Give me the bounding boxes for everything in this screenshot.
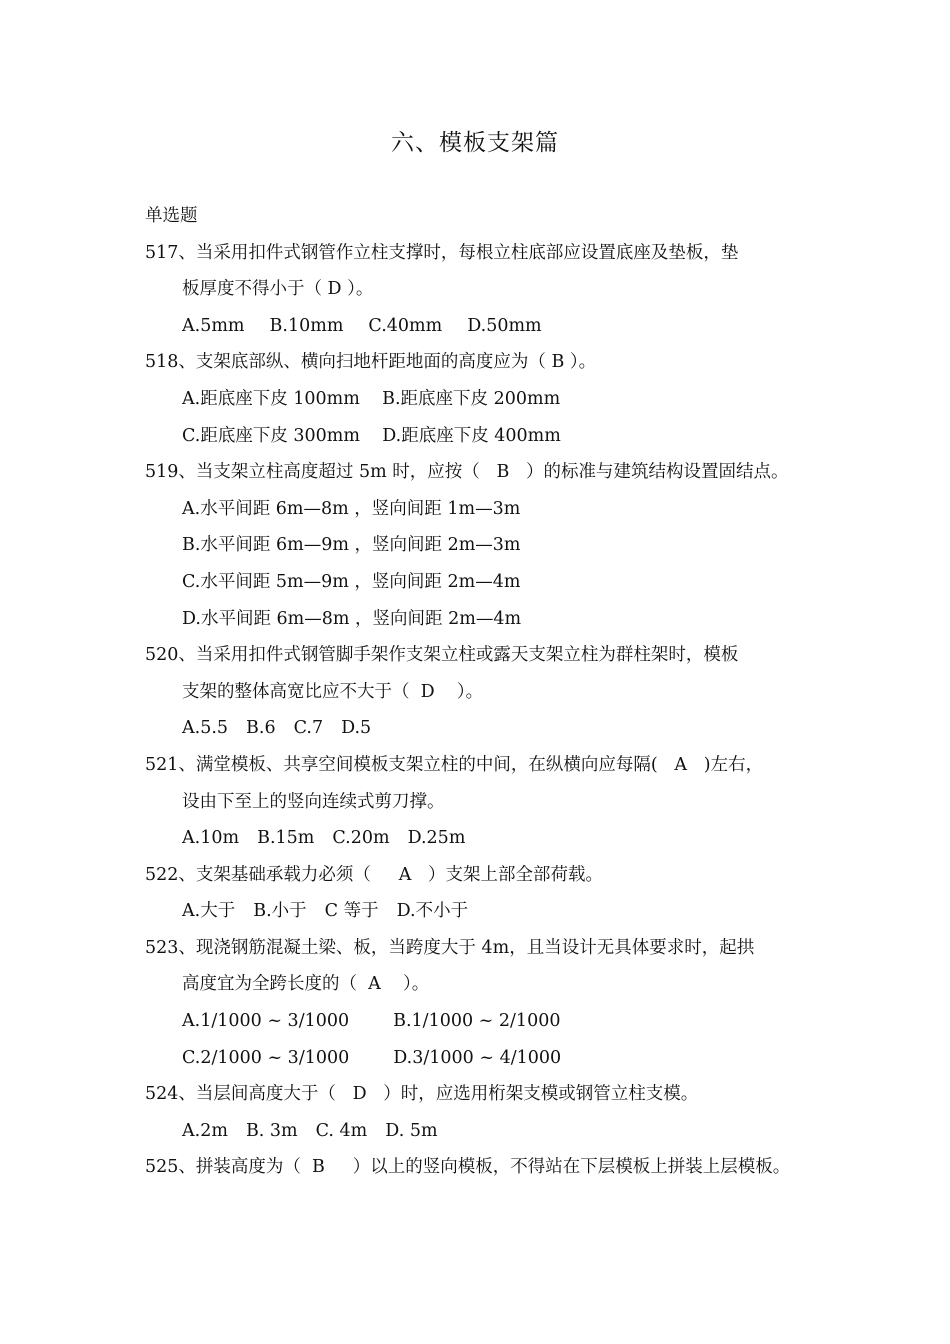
question-524-options [145, 1113, 825, 1150]
question-517-text: 517、当采用扣件式钢管作立柱支撑时，每根立柱底部应设置底座及垫板，垫 [145, 242, 739, 263]
option-c: C. 4m [315, 1120, 368, 1141]
question-523-options-ab [145, 1003, 825, 1040]
question-522-text: 522、支架基础承载力必须（ A ）支架上部全部荷载。 [145, 864, 604, 885]
option-a: A.5.5 [182, 718, 229, 739]
question-519-option-d: D.水平间距 6m—8m ，竖向间距 2m—4m [182, 608, 522, 629]
option-c: C 等于 [324, 901, 379, 922]
option-b: B.6 [246, 718, 276, 739]
option-b: B.15m [257, 828, 315, 849]
option-a: A.大于 [182, 901, 236, 922]
question-list [145, 198, 825, 1186]
option-d: D.50mm [467, 315, 542, 336]
option-c: C.20m [332, 828, 390, 849]
question-519-option-c: C.水平间距 5m—9m ，竖向间距 2m—4m [182, 571, 521, 592]
option-d: D.3/1000 ~ 4/1000 [393, 1047, 562, 1068]
question-519-option-b: B.水平间距 6m—9m ，竖向间距 2m—3m [182, 535, 521, 556]
question-518-options-cd: C.距底座下皮 300mm D.距底座下皮 400mm [182, 425, 561, 446]
option-d: D.不小于 [396, 901, 469, 922]
question-523-options-cd [145, 1040, 825, 1077]
option-b: B. 3m [245, 1120, 298, 1141]
question-524-text: 524、当层间高度大于（ D ）时，应选用桁架支模或钢管立柱支模。 [145, 1084, 699, 1105]
option-c: C.2/1000 ~ 3/1000 [182, 1047, 350, 1068]
option-a: A.2m [182, 1120, 228, 1141]
option-b: B.1/1000 ~ 2/1000 [393, 1011, 561, 1032]
page-title: 六、模板支架篇 [391, 130, 559, 156]
question-518-options-ab: A.距底座下皮 100mm B.距底座下皮 200mm [182, 388, 561, 409]
question-518-text: 518、支架底部纵、横向扫地杆距地面的高度应为（ B ）。 [145, 352, 597, 373]
option-c: C.7 [293, 718, 324, 739]
question-523-text-cont: 高度宜为全跨长度的（ A ）。 [182, 974, 430, 995]
question-520-text: 520、当采用扣件式钢管脚手架作支架立柱或露天支架立柱为群柱架时，模板 [145, 645, 739, 666]
question-520-options [145, 710, 825, 747]
question-520-text-cont: 支架的整体高宽比应不大于（ D ）。 [182, 681, 484, 702]
question-517-text-cont: 板厚度不得小于（ D ）。 [182, 279, 374, 300]
question-517-options [145, 308, 825, 345]
section-heading: 单选题 [145, 206, 198, 226]
option-b: B.10mm [269, 315, 344, 336]
question-522-options [145, 893, 825, 930]
option-d: D.25m [407, 828, 466, 849]
question-521-options [145, 820, 825, 857]
option-c: C.40mm [368, 315, 443, 336]
option-b: B.小于 [253, 901, 307, 922]
question-525-text: 525、拼装高度为（ B ）以上的竖向模板，不得站在下层模板上拼装上层模板。 [145, 1157, 791, 1178]
option-d: D.5 [341, 718, 372, 739]
option-d: D. 5m [385, 1120, 438, 1141]
question-521-text: 521、满堂模板、共享空间模板支架立柱的中间，在纵横向应每隔( A )左右， [145, 754, 764, 775]
question-523-text: 523、现浇钢筋混凝土梁、板，当跨度大于 4m，且当设计无具体要求时，起拱 [145, 937, 755, 958]
option-a: A.1/1000 ~ 3/1000 [182, 1011, 350, 1032]
question-521-text-cont: 设由下至上的竖向连续式剪刀撑。 [182, 791, 445, 812]
question-519-option-a: A.水平间距 6m—8m ，竖向间距 1m—3m [182, 498, 521, 519]
question-519-text: 519、当支架立柱高度超过 5m 时，应按（ B ）的标准与建筑结构设置固结点。 [145, 462, 789, 483]
option-a: A.5mm [182, 315, 245, 336]
option-a: A.10m [182, 828, 240, 849]
